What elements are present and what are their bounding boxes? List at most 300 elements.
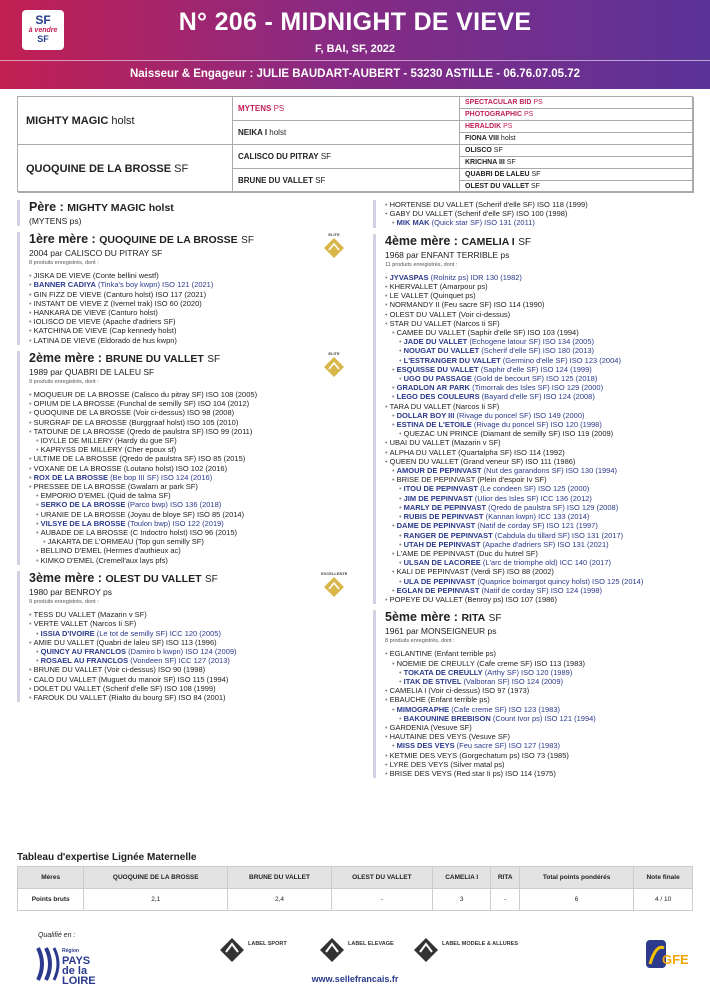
list-item [385,374,695,383]
offspring-detail: (Voir ci-dessus) ISO 90 (1998) [104,665,206,675]
bullet-icon: • [36,656,39,666]
offspring-name: QUEZAC UN PRINCE [403,429,479,439]
offspring-detail: (Ulior des Isles SF) ICC 136 (2012) [474,493,592,503]
offspring-detail: (Germino d'elle SF) ISO 123 (2004) [502,355,621,365]
offspring-detail: (Gold de becourt SF) ISO 125 (2018) [473,374,598,384]
expertise-header-cell: Mères [18,867,84,889]
offspring-detail: (Cher epoux sf) [124,445,177,455]
dam-section-1 [17,232,365,345]
offspring-detail: (Rialto du bourg SF) ISO 84 (2001) [108,692,226,702]
pedigree-studbook: SF [531,171,541,178]
list-item [385,751,695,760]
right-column [373,200,695,784]
bullet-icon: • [385,309,388,319]
offspring-name: VILSYE DE LA BROSSE [40,518,126,528]
list-item [385,577,695,586]
offspring-name: QUOQUINE DE LA BROSSE [33,408,132,418]
offspring-name: UBAI DU VALLET [389,438,450,448]
bullet-icon: • [399,539,402,549]
dam-heading [29,351,365,367]
list-item [29,418,365,427]
bullet-icon: • [392,410,395,420]
offspring-name: POPEYE DU VALLET [389,594,463,604]
bullet-icon: • [29,399,32,409]
expertise-header-cell: BRUNE DU VALLET [228,867,332,889]
list-item [29,427,365,436]
bullet-icon: • [29,482,32,492]
dam-name: OLEST DU VALLET [105,572,202,585]
offspring-name: BELLINO D'EMEL [40,546,102,556]
offspring-name: FAROUK DU VALLET [33,692,107,702]
dam-heading [29,571,365,587]
dam-origin: 2004 par CALISCO DU PITRAY SF [29,248,163,258]
offspring-detail: (Burggraaf holst) ISO 105 (2010) [129,417,239,427]
expertise-header-cell: RITA [491,867,520,889]
offspring-detail: (Le condeen SF) ISO 125 (2000) [480,484,590,494]
offspring-detail: (Cafe creme SF) ISO 113 (1983) [476,658,586,668]
svg-text:GFE: GFE [662,952,689,967]
offspring-name: TOKATA DE CREULLY [403,667,483,677]
dam-name: CAMELIA I [461,235,515,248]
list-item [385,457,695,466]
bullet-icon: • [399,558,402,568]
offspring-name: JADE DU VALLET [403,337,468,347]
bullet-icon: • [36,500,39,510]
offspring-name: LEGO DES COULEURS [396,392,480,402]
offspring-name: LATINA DE VIEVE [33,335,96,345]
offspring-name: BRUNE DU VALLET [33,665,103,675]
offspring-detail: (Damiro b kwpn) ISO 124 (2009) [128,646,237,656]
bullet-icon: • [29,335,32,345]
pedigree-cell [460,181,694,193]
bullet-icon: • [29,619,32,629]
dam-count: 11 produits enregistrés, dont : [385,261,458,268]
offspring-detail: (Narcos Ii SF) [453,318,500,328]
dam-section-5 [373,610,695,778]
offspring-name: DAME DE PEPINVAST [396,521,476,531]
offspring-detail: (Voir ci-dessus) ISO 98 (2008) [133,408,235,418]
pedigree-cell [460,157,694,169]
bullet-icon: • [392,548,395,558]
bullet-icon: • [399,374,402,384]
dam-label: 3ème mère : [29,570,102,585]
offspring-name: RUBIS DE PEPINVAST [403,512,484,522]
offspring-name: ULSAN DE LACOREE [403,558,481,568]
pedigree-studbook: SF [531,183,540,190]
offspring-name: AMIE DU VALLET [33,637,95,647]
bullet-icon: • [36,509,39,519]
pedigree-table [17,96,693,192]
offspring-detail: (Feu sacre SF) ISO 127 (1983) [456,741,561,751]
offspring-name: OLEST DU VALLET [389,309,457,319]
bullet-icon: • [29,308,32,318]
list-item [385,310,695,319]
offspring-name: NORMANDY II [389,300,440,310]
offspring-detail: (Scherif d'elle SF) ISO 180 (2013) [481,346,595,356]
bullet-icon: • [385,686,388,696]
bullet-icon: • [385,300,388,310]
list-item [385,769,695,778]
offspring-detail: (Quaprice boimargot quincy holst) ISO 125 (2014) [477,576,644,586]
bullet-icon: • [29,289,32,299]
offspring-name: ULA DE PEPINVAST [403,576,476,586]
list-item [29,290,365,299]
bullet-icon: • [385,272,388,282]
dam-origin: 1980 par BENROY ps [29,586,112,597]
bullet-icon: • [385,759,388,769]
bullet-icon: • [385,318,388,328]
dam-heading [385,234,695,250]
label-modele-allures: LABEL MODELE & ALLURES [412,936,522,976]
pedigree-name: KRICHNA III [465,159,505,166]
list-item [385,475,695,484]
dam-badge [321,351,347,377]
list-item [385,484,695,493]
pedigree-name: HERALDIK [465,123,502,130]
list-item [29,546,365,555]
list-item [29,454,365,463]
pedigree-studbook: PS [503,123,513,130]
offspring-detail: (Loutano holst) ISO 102 (2016) [123,463,228,473]
website-link[interactable]: www.sellefrancais.fr [311,974,399,984]
offspring-detail: (Vesuve SF) [468,732,510,742]
bullet-icon: • [29,683,32,693]
offspring-detail: (Be bop III SF) ISO 124 (2016) [110,472,213,482]
expertise-value-cell: 2,1 [84,889,228,911]
list-item [385,512,695,521]
dam-count: 9 produits enregistrés, dont : [29,378,99,385]
pedigree-name: PHOTOGRAPHIC [465,111,523,118]
list-item [385,291,695,300]
list-item [29,445,365,454]
left-column [17,200,365,708]
list-item [29,326,365,335]
offspring-name: ITOU DE PEPINVAST [403,484,478,494]
bullet-icon: • [29,408,32,418]
bullet-icon: • [392,383,395,393]
offspring-detail: (Scherif d'elle SF) ISO 118 (1999) [475,200,588,209]
offspring-detail: (Hardy du gue SF) [115,436,177,446]
offspring-name: MIMOGRAPHE [396,704,450,714]
offspring-detail: (Amarpour ps) [439,282,488,292]
offspring-name: NOEMIE DE CREULLY [396,658,475,668]
offspring-detail: (Duc du hutrel SF) [476,548,538,558]
offspring-detail: (Benroy ps) ISO 107 (1986) [464,594,557,604]
pedigree-name: MIGHTY MAGIC [26,114,109,127]
offspring-detail: (Tinka's boy kwpn) ISO 121 (2021) [97,280,214,290]
offspring-name: HANKARA DE VIEVE [33,308,107,318]
offspring-detail: (Quartalpha SF) ISO 114 (1992) [458,447,565,457]
list-item [385,319,695,328]
offspring-name: EGLAN DE PEPINVAST [396,585,480,595]
pedigree-studbook: SF [493,147,503,154]
offspring-detail: (Valboran SF) ISO 124 (2009) [463,676,564,686]
list-item [29,299,365,308]
bullet-icon: • [29,271,32,281]
expertise-value-cell: 2,4 [228,889,332,911]
list-item [385,402,695,411]
label-modele-icon [412,936,440,964]
list-item [29,684,365,693]
bullet-icon: • [385,200,388,209]
pedigree-cell [233,169,460,193]
offspring-name: CAMEE DU VALLET [396,328,466,338]
dam-studbook: SF [518,236,531,248]
offspring-name: IDYLLE DE MILLERY [40,436,113,446]
bullet-icon: • [399,512,402,522]
offspring-detail: (Qredo de paulstra SF) ISO 85 (2015) [119,454,246,464]
offspring-name: CALO DU VALLET [33,674,97,684]
bullet-icon: • [385,750,388,760]
offspring-detail: (Diamant de semilly SF) ISO 119 (2009) [480,429,614,439]
bullet-icon: • [385,649,388,659]
offspring-detail: (Conte bellini westf) [92,271,159,281]
dam-studbook: SF [241,235,254,246]
offspring-detail: (Mazarin v SF) [97,610,147,620]
offspring-name: MISS DES VEYS [396,741,455,751]
offspring-name: EMPORIO D'EMEL [40,491,106,501]
pedigree-studbook: PS [524,111,534,118]
list-item [385,411,695,420]
list-item [29,519,365,528]
bullet-icon: • [399,355,402,365]
bullet-icon: • [36,555,39,565]
offspring-name: VOXANE DE LA BROSSE [33,463,122,473]
list-item [385,218,695,227]
bullet-icon: • [36,528,39,538]
offspring-detail: (Le tot de semilly SF) ICC 120 (2005) [96,628,221,638]
bullet-icon: • [29,454,32,464]
bullet-icon: • [392,218,395,228]
bullet-icon: • [29,472,32,482]
expertise-title: Tableau d'expertise Lignée Maternelle [17,852,197,863]
offspring-detail: (Voir ci-dessus) ISO 97 (1973) [428,686,530,696]
expertise-value-cell: - [491,889,520,911]
header-divider [0,60,710,61]
offspring-detail: (Qredo de paulstra SF) ISO 129 (2008) [488,502,619,512]
offspring-detail: (Narcos Ii SF) [89,619,137,629]
expertise-header-cell: CAMELIA I [433,867,491,889]
offspring-name: HORTENSE DU VALLET [389,200,474,209]
offspring-detail: (C Indoctro holst) ISO 96 (2015) [130,528,237,538]
offspring-detail: (Rolnitz ps) IDR 130 (1982) [430,272,522,282]
offspring-detail: (Cabdula du tillard SF) ISO 131 (2017) [494,530,624,540]
pedigree-cell [233,97,460,121]
page-title: N° 206 - MIDNIGHT DE VIEVE [178,8,532,36]
bullet-icon: • [385,768,388,778]
list-item [29,399,365,408]
list-item [385,732,695,741]
bullet-icon: • [29,317,32,327]
offspring-detail: (Hermes d'authieux ac) [103,546,181,556]
list-item [29,390,365,399]
list-item [385,494,695,503]
offspring-name: KETMIE DES VEYS [389,750,458,760]
dam-origin: 1968 par ENFANT TERRIBLE ps [385,249,510,260]
offspring-name: LE VALLET [389,291,429,301]
label-sport-icon [218,936,246,964]
bullet-icon: • [29,326,32,336]
list-item [29,656,365,665]
list-item [385,209,695,218]
offspring-name: TARA DU VALLET [389,401,451,411]
pedigree-name: NEIKA I [238,128,268,137]
bullet-icon: • [392,475,395,485]
qualified-label: Qualifié en : [38,932,76,939]
dam-3-continuation [373,200,695,228]
offspring-detail: (Natif de corday SF) ISO 121 (1997) [477,521,598,531]
expertise-value-cell: 3 [433,889,491,911]
list-item [385,677,695,686]
offspring-name: QUINCY AU FRANCLOS [40,646,127,656]
bullet-icon: • [385,209,388,219]
offspring-name: URANIE DE LA BROSSE [40,509,126,519]
expertise-table [17,866,693,911]
offspring-detail: (L'arc de triomphe old) ICC 140 (2017) [482,558,611,568]
list-item [385,760,695,769]
offspring-name: JIM DE PEPINVAST [403,493,473,503]
offspring-detail: (Apache d'adriers SF) ISO 131 (2021) [482,539,609,549]
bullet-icon: • [36,546,39,556]
pedigree-studbook: SF [506,159,516,166]
bullet-icon: • [36,491,39,501]
bullet-icon: • [385,456,388,466]
dam-studbook: SF [205,573,218,585]
region-name: PAYS de la LOIRE [62,955,96,987]
bullet-icon: • [29,463,32,473]
dam-label: 5ème mère : [385,610,458,625]
pedigree-cell [460,169,694,181]
offspring-name: SERKO DE LA BROSSE [40,500,126,510]
offspring-detail: (Count Ivor ps) ISO 121 (1994) [492,713,596,723]
offspring-detail: (Ivernel trak) ISO 60 (2020) [110,298,202,308]
offspring-name: JAKARTA DE L'ORMEAU [47,537,134,547]
bullet-icon: • [392,658,395,668]
list-item [385,392,695,401]
offspring-name: KATCHINA DE VIEVE [33,326,108,336]
list-item [385,448,695,457]
list-item [385,438,695,447]
bullet-icon: • [29,674,32,684]
offspring-name: KIMKO D'EMEL [40,555,94,565]
bullet-icon: • [392,328,395,338]
dam-studbook: SF [207,353,221,365]
offspring-detail: (Eldorado de hus kwpn) [97,335,177,345]
offspring-detail: (Timorrak des Isles SF) ISO 129 (2000) [472,383,604,393]
offspring-name: ISSIA D'IVOIRE [40,628,95,638]
offspring-detail: (Apache d'adriers SF) [102,317,176,327]
offspring-name: BANNER CADIYA [33,280,96,290]
list-item [385,273,695,282]
offspring-detail: (Echogene latour SF) ISO 134 (2005) [469,337,595,347]
offspring-name: UTAH DE PEPINVAST [403,539,481,549]
list-item [29,675,365,684]
offspring-detail: (Top gun semilly SF) [135,537,204,547]
bullet-icon: • [385,401,388,411]
badge-label: ELITE [328,350,340,356]
list-item [29,556,365,565]
dam-name: RITA [461,612,486,625]
offspring-detail: (Voir ci-dessus) [458,309,511,319]
badge-icon [323,356,345,378]
bullet-icon: • [43,537,46,547]
pedigree-cell [233,121,460,145]
list-item [29,528,365,537]
expertise-value-cell: - [331,889,432,911]
pedigree-cell [460,109,694,121]
list-item [29,629,365,638]
expertise-value-row [18,889,693,911]
list-item [385,346,695,355]
bullet-icon: • [29,610,32,620]
bullet-icon: • [392,741,395,751]
bullet-icon: • [29,692,32,702]
dam-section-4 [373,234,695,605]
breeder-line: Naisseur & Engageur : JULIE BAUDART-AUBERT - 53230 ASTILLE - 06.76.07.05.72 [129,68,581,80]
offspring-detail: (Joyau de bloye SF) ISO 85 (2014) [127,509,245,519]
bullet-icon: • [385,594,388,604]
bullet-icon: • [36,646,39,656]
pedigree-cell [18,145,233,193]
offspring-name: UGO DU PASSAGE [403,374,472,384]
list-item [29,638,365,647]
expertise-section [17,852,693,911]
offspring-detail: (Silver matal ps) [450,759,505,769]
offspring-detail: (Calisco du pitray SF) ISO 108 (2005) [131,390,258,400]
bullet-icon: • [36,436,39,446]
bullet-icon: • [385,722,388,732]
offspring-detail: (Grand veneur SF) ISO 111 (1986) [460,456,576,466]
bullet-icon: • [399,676,402,686]
offspring-detail: (Enfant terrible ps) [428,695,490,705]
pedigree-studbook: SF [320,152,332,161]
bullet-icon: • [392,585,395,595]
offspring-detail: (Quinquet ps) [430,291,476,301]
list-item [29,308,365,317]
bullet-icon: • [29,637,32,647]
pedigree-studbook: holst [269,128,287,137]
offspring-name: L'ESTRANGER DU VALLET [403,355,501,365]
offspring-name: HAUTAINE DES VEYS [389,732,467,742]
offspring-detail: (Scherif d'elle SF) ISO 108 (1999) [102,683,216,693]
list-item [385,356,695,365]
list-item [385,695,695,704]
offspring-name: ESQUISSE DU VALLET [396,364,479,374]
bullet-icon: • [392,420,395,430]
pedigree-name: OLISCO [465,147,492,154]
list-item [385,705,695,714]
offspring-detail: (Gorgechatum ps) ISO 73 (1985) [459,750,569,760]
offspring-detail: (Cremell'aux lays pfs) [95,555,168,565]
offspring-name: KAPRYSS DE MILLERY [40,445,123,455]
list-item [385,365,695,374]
list-item [385,649,695,658]
offspring-name: STAR DU VALLET [389,318,452,328]
expertise-header-cell: Note finale [634,867,693,889]
offspring-name: RANGER DE PEPINVAST [403,530,493,540]
offspring-name: MARLY DE PEPINVAST [403,502,487,512]
list-item [29,491,365,500]
list-item [385,595,695,604]
offspring-name: KHERVALLET [389,282,438,292]
offspring-name: KALI DE PEPINVAST [396,567,469,577]
expertise-value-cell: 4 / 10 [634,889,693,911]
offspring-detail: (Kannan kwpn) ICC 133 (2014) [485,512,590,522]
offspring-name: INSTANT DE VIEVE Z [33,298,109,308]
dam-badge [321,571,347,597]
header-banner [0,0,710,89]
list-item [385,466,695,475]
